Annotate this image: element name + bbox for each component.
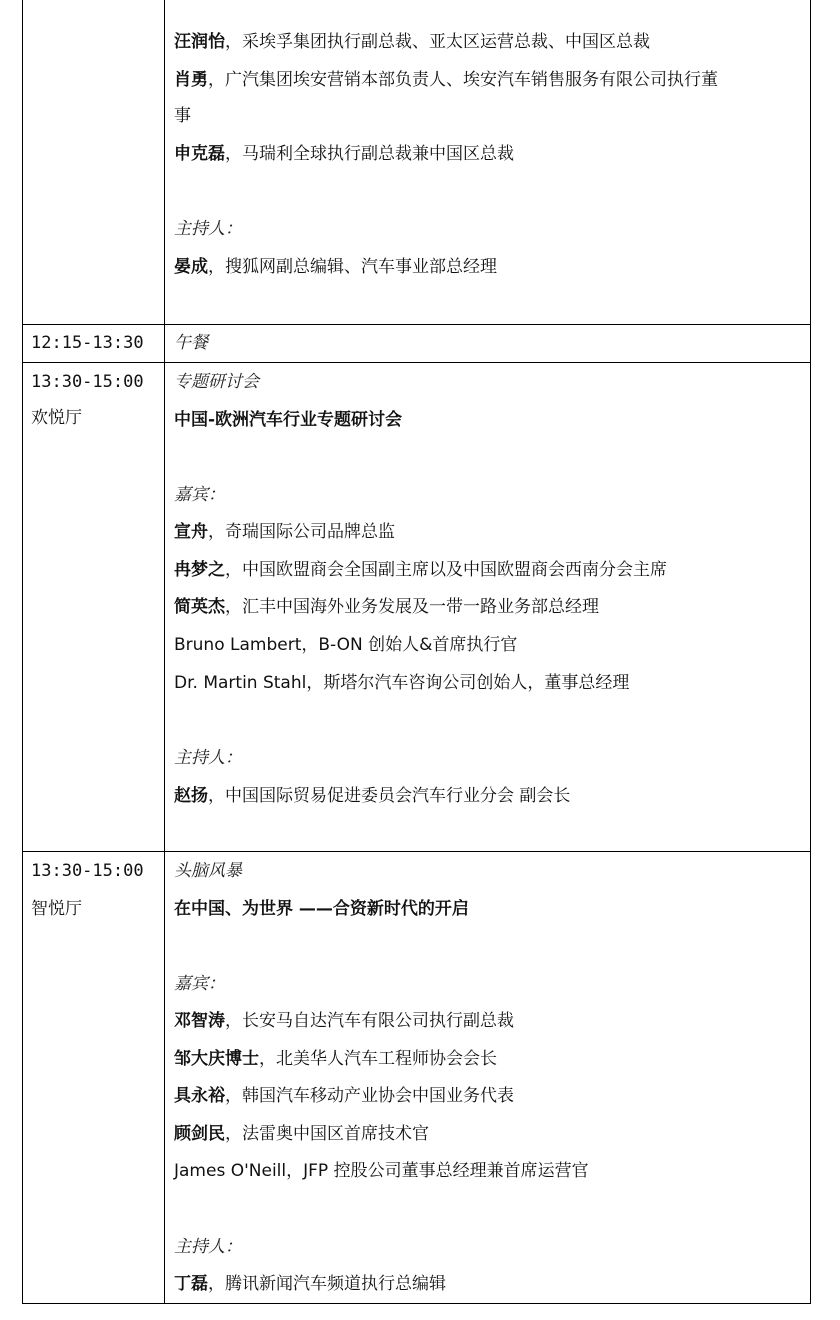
speaker-line: 汪润怡，采埃孚集团执行副总裁、亚太区运营总裁、中国区总裁 — [174, 32, 650, 52]
session-time: 12:15-13:30 — [31, 333, 144, 353]
speaker-line: James O'Neill，JFP 控股公司董事总经理兼首席运营官 — [174, 1161, 589, 1181]
agenda-table — [22, 0, 811, 1304]
session-room: 欢悦厅 — [31, 408, 82, 428]
session-title: 在中国、为世界 ——合资新时代的开启 — [174, 899, 469, 919]
guests-label: 嘉宾： — [174, 974, 225, 994]
row-divider — [22, 851, 811, 852]
row-divider — [22, 324, 811, 325]
host-line: 丁磊，腾讯新闻汽车频道执行总编辑 — [174, 1274, 446, 1294]
host-label: 主持人： — [174, 219, 242, 239]
speaker-line: Bruno Lambert，B-ON 创始人&首席执行官 — [174, 635, 518, 655]
session-type: 专题研讨会 — [174, 372, 259, 392]
host-label: 主持人： — [174, 1237, 242, 1257]
speaker-line: 具永裕，韩国汽车移动产业协会中国业务代表 — [174, 1086, 514, 1106]
row-divider — [22, 362, 811, 363]
speaker-line: 宣舟，奇瑞国际公司品牌总监 — [174, 522, 395, 542]
host-line: 赵扬，中国国际贸易促进委员会汽车行业分会 副会长 — [174, 786, 571, 806]
guests-label: 嘉宾： — [174, 485, 225, 505]
speaker-line: 简英杰，汇丰中国海外业务发展及一带一路业务部总经理 — [174, 597, 599, 617]
column-divider — [164, 0, 165, 1304]
speaker-line: Dr. Martin Stahl，斯塔尔汽车咨询公司创始人，董事总经理 — [174, 673, 630, 693]
speaker-line: 肖勇，广汽集团埃安营销本部负责人、埃安汽车销售服务有限公司执行董 — [174, 70, 718, 90]
speaker-line: 顾剑民，法雷奥中国区首席技术官 — [174, 1124, 429, 1144]
speaker-line-wrap: 事 — [174, 106, 191, 126]
table-border-bottom — [22, 1303, 811, 1304]
table-border-left — [22, 0, 23, 1304]
host-label: 主持人： — [174, 748, 242, 768]
speaker-line: 冉梦之，中国欧盟商会全国副主席以及中国欧盟商会西南分会主席 — [174, 560, 667, 580]
session-time: 13:30-15:00 — [31, 861, 144, 881]
host-line: 晏成，搜狐网副总编辑、汽车事业部总经理 — [174, 257, 497, 277]
session-title: 中国-欧洲汽车行业专题研讨会 — [174, 410, 403, 430]
speaker-line: 邹大庆博士，北美华人汽车工程师协会会长 — [174, 1049, 497, 1069]
session-time: 13:30-15:00 — [31, 372, 144, 392]
session-room: 智悦厅 — [31, 899, 82, 919]
session-label: 午餐 — [174, 333, 208, 353]
speaker-line: 申克磊，马瑞利全球执行副总裁兼中国区总裁 — [174, 144, 514, 164]
session-type: 头脑风暴 — [174, 861, 242, 881]
speaker-line: 邓智涛，长安马自达汽车有限公司执行副总裁 — [174, 1011, 514, 1031]
table-border-right — [810, 0, 811, 1304]
